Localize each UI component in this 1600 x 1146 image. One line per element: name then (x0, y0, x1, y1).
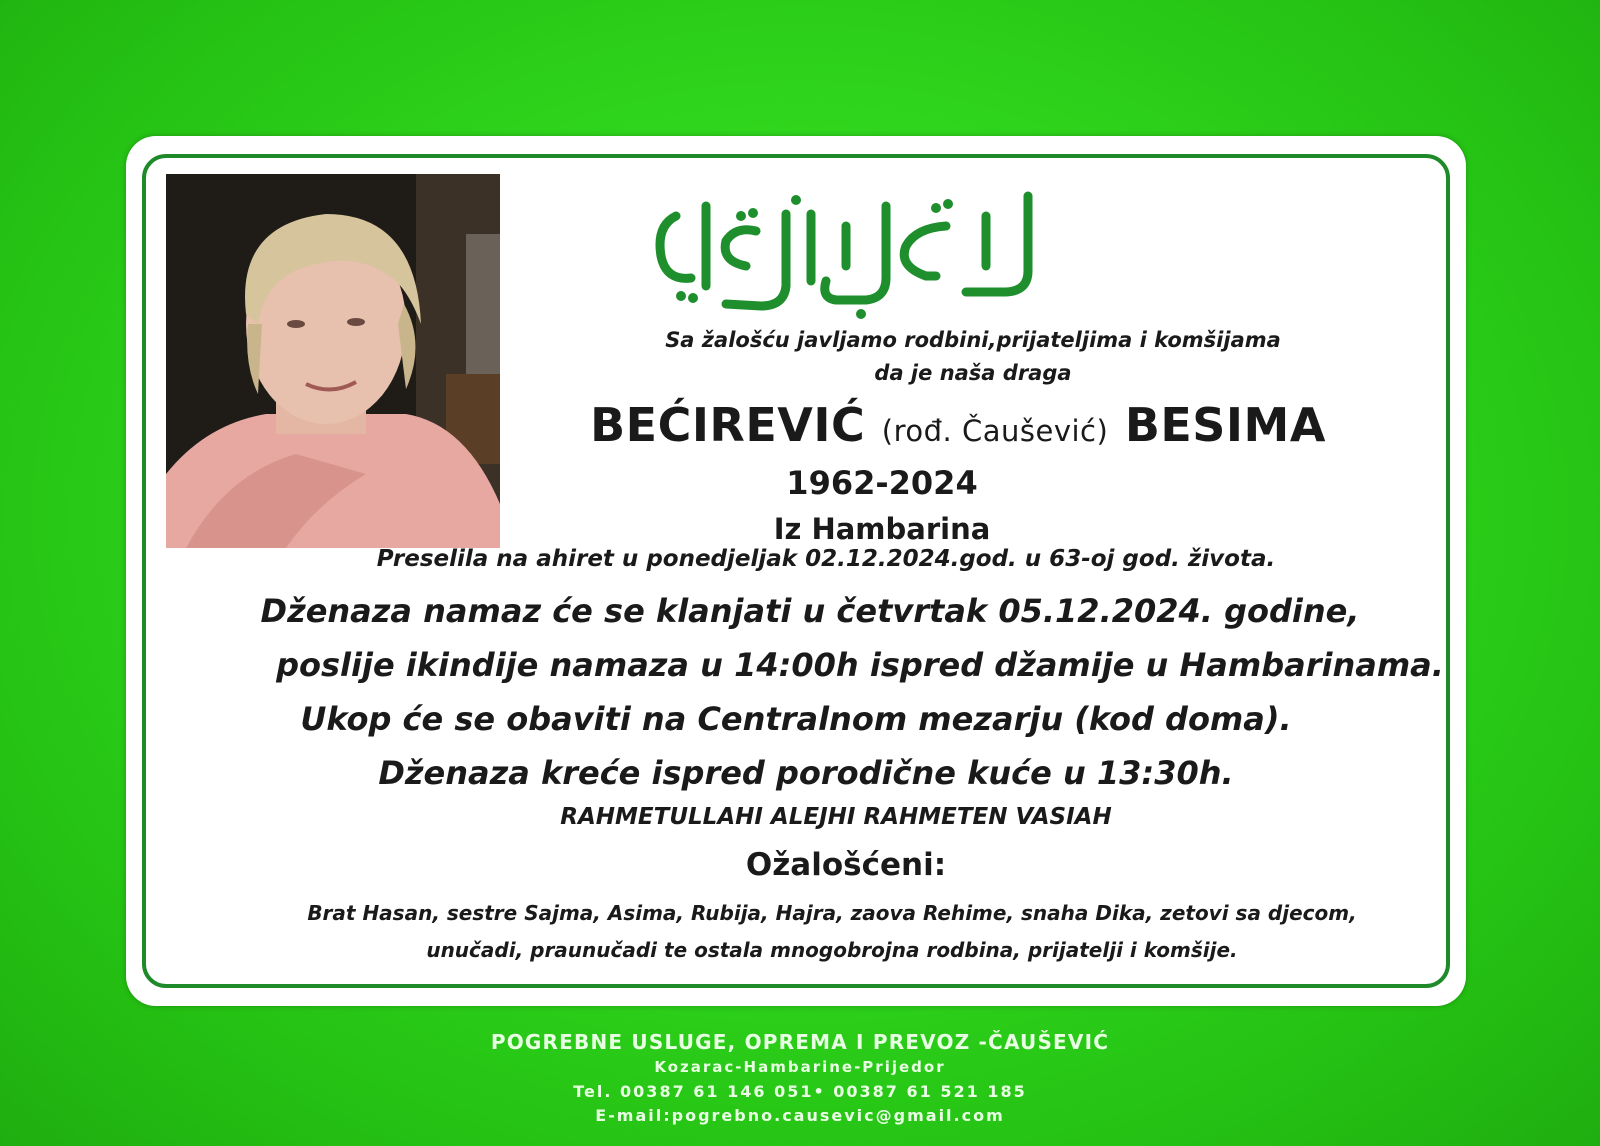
burial-info: Ukop će se obaviti na Centralnom mezarju (kod doma). (300, 700, 1292, 738)
intro-line-2: da je naša draga (874, 361, 1072, 385)
footer-email: E-mail:pogrebno.causevic@gmail.com (595, 1106, 1005, 1125)
arabic-calligraphy (636, 186, 1056, 326)
deceased-name (288, 398, 1600, 452)
maiden-name: (rođ. Čaušević) (881, 414, 1109, 448)
intro-line-1: Sa žalošću javljamo rodbini,prijateljima i komšijama (665, 328, 1281, 352)
mourners-line-2: unučadi, praunučadi te ostala mnogobrojna rodbina, prijatelji i komšije. (426, 938, 1238, 962)
funeral-prayer-line-2: poslije ikindije namaza u 14:00h ispred džamije u Hambarinama. (276, 646, 1444, 684)
mourners-title: Ožalošćeni: (745, 847, 947, 883)
hometown: Iz Hambarina (773, 512, 991, 546)
footer-phone: Tel. 00387 61 146 051• 00387 61 521 185 (573, 1082, 1027, 1101)
life-years: 1962-2024 (786, 464, 978, 502)
first-name: BESIMA (1124, 398, 1326, 452)
footer-location: Kozarac-Hambarine-Prijedor (654, 1058, 946, 1076)
funeral-prayer-line-1: Dženaza namaz će se klanjati u četvrtak 05.12.2024. godine, (260, 592, 1360, 630)
surname: BEĆIREVIĆ (590, 398, 866, 452)
mourners-line-1: Brat Hasan, sestre Sajma, Asima, Rubija, Hajra, zaova Rehime, snaha Dika, zetovi sa djecom, (307, 901, 1357, 925)
footer-company: POGREBNE USLUGE, OPREMA I PREVOZ -ČAUŠEVIĆ (490, 1030, 1110, 1054)
obituary-card (126, 136, 1466, 1006)
procession-info: Dženaza kreće ispred porodične kuće u 13:30h. (378, 754, 1234, 792)
rahmet-prayer: RAHMETULLAHI ALEJHI RAHMETEN VASIAH (560, 804, 1112, 830)
death-notice: Preselila na ahiret u ponedjeljak 02.12.2024.god. u 63-oj god. života. (376, 546, 1276, 572)
